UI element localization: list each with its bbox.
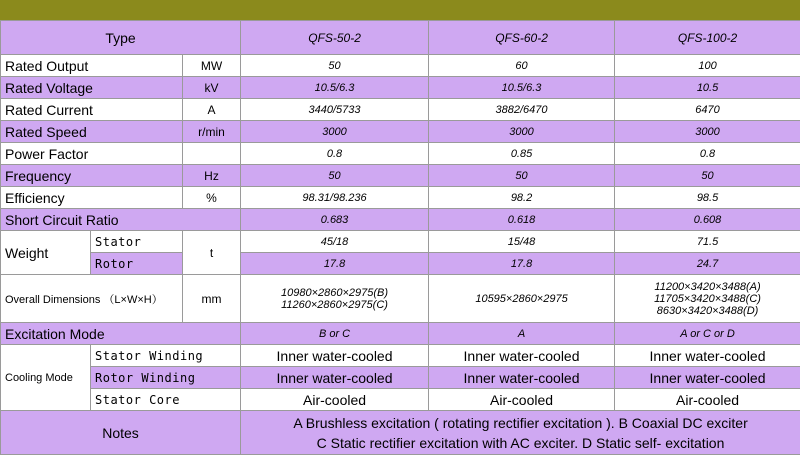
dimension-value: 11260×2860×2975(C) [245,299,424,311]
cell-value: 3000 [615,121,800,143]
row-label: Rated Voltage [1,77,183,99]
weight-rotor-label: Rotor [91,253,183,275]
row-label: Rated Current [1,99,183,121]
cell-value: 98.2 [429,187,615,209]
cell-value: 6470 [615,99,800,121]
dimension-value: 11200×3420×3488(A) [619,281,796,293]
row-unit: mm [183,275,241,323]
weight-stator-label: Stator [91,231,183,253]
cooling-mode-label: Cooling Mode [1,345,91,411]
row-overall-dimensions [1,275,800,323]
cell-value: A [429,323,615,345]
cell-value: 10.5 [615,77,800,99]
row-label: Overall Dimensions （L×W×H） [1,275,183,323]
row-unit [183,143,241,165]
cell-value: 10.5/6.3 [241,77,429,99]
cell-value: 0.8 [241,143,429,165]
row-label: Frequency [1,165,183,187]
notes-line: C Static rectifier excitation with AC exciter. D Static self- excitation [245,433,796,453]
cell-value: 0.85 [429,143,615,165]
cell-value: 3000 [241,121,429,143]
cell-value: Inner water-cooled [429,367,615,389]
cell-value: Inner water-cooled [615,367,800,389]
cell-value: 60 [429,55,615,77]
row-rated-speed [1,121,800,143]
cell-value: 100 [615,55,800,77]
type-header: Type [1,21,241,55]
weight-label: Weight [1,231,91,275]
cell-value: 24.7 [615,253,800,275]
generator-spec-table [0,20,800,455]
dimension-value: 11705×3420×3488(C) [619,293,796,305]
row-rated-output [1,55,800,77]
row-unit: A [183,99,241,121]
dimension-value: 10595×2860×2975 [433,293,610,305]
model-qfs-100-2: QFS-100-2 [615,21,800,55]
row-short-circuit-ratio [1,209,800,231]
cell-value: Air-cooled [429,389,615,411]
title-bar [0,0,800,21]
notes-label: Notes [1,411,241,455]
cell-value: 50 [429,165,615,187]
notes-text [241,411,800,455]
cell-value: A or C or D [615,323,800,345]
cell-value: 0.8 [615,143,800,165]
row-excitation-mode [1,323,800,345]
row-rated-current [1,99,800,121]
dimensions-qfs-60-2 [429,275,615,323]
stator-core-label: Stator Core [91,389,241,411]
model-qfs-50-2: QFS-50-2 [241,21,429,55]
cell-value: 0.618 [429,209,615,231]
cell-value: Air-cooled [241,389,429,411]
row-rated-voltage [1,77,800,99]
dimensions-qfs-50-2 [241,275,429,323]
cell-value: Inner water-cooled [615,345,800,367]
cell-value: 50 [615,165,800,187]
cell-value: 98.5 [615,187,800,209]
cell-value: Inner water-cooled [241,367,429,389]
row-power-factor [1,143,800,165]
row-unit: kV [183,77,241,99]
cell-value: 3440/5733 [241,99,429,121]
row-unit: MW [183,55,241,77]
rotor-winding-label: Rotor Winding [91,367,241,389]
cell-value: 50 [241,165,429,187]
cell-value: 0.683 [241,209,429,231]
cell-value: B or C [241,323,429,345]
cell-value: Inner water-cooled [429,345,615,367]
row-notes [1,411,800,455]
row-unit: Hz [183,165,241,187]
row-label: Rated Output [1,55,183,77]
row-unit: % [183,187,241,209]
row-cooling-stator-winding [1,345,800,367]
cell-value: Inner water-cooled [241,345,429,367]
row-weight-stator [1,231,800,253]
cell-value: 3000 [429,121,615,143]
row-cooling-rotor-winding [1,367,800,389]
cell-value: 0.608 [615,209,800,231]
row-frequency [1,165,800,187]
cell-value: 17.8 [241,253,429,275]
weight-unit: t [183,231,241,275]
notes-line: A Brushless excitation ( rotating rectifier excitation ). B Coaxial DC exciter [245,413,796,433]
row-label: Power Factor [1,143,183,165]
row-label: Efficiency [1,187,183,209]
cell-value: Air-cooled [615,389,800,411]
row-label: Short Circuit Ratio [1,209,241,231]
cell-value: 71.5 [615,231,800,253]
row-unit: r/min [183,121,241,143]
dimension-value: 8630×3420×3488(D) [619,305,796,317]
cell-value: 45/18 [241,231,429,253]
cell-value: 10.5/6.3 [429,77,615,99]
cell-value: 15/48 [429,231,615,253]
row-label: Rated Speed [1,121,183,143]
row-weight-rotor [1,253,800,275]
header-row [1,21,800,55]
dimensions-qfs-100-2 [615,275,800,323]
model-qfs-60-2: QFS-60-2 [429,21,615,55]
stator-winding-label: Stator Winding [91,345,241,367]
cell-value: 17.8 [429,253,615,275]
row-label: Excitation Mode [1,323,241,345]
cell-value: 98.31/98.236 [241,187,429,209]
dimension-value: 10980×2860×2975(B) [245,287,424,299]
row-efficiency [1,187,800,209]
cell-value: 50 [241,55,429,77]
cell-value: 3882/6470 [429,99,615,121]
row-cooling-stator-core [1,389,800,411]
